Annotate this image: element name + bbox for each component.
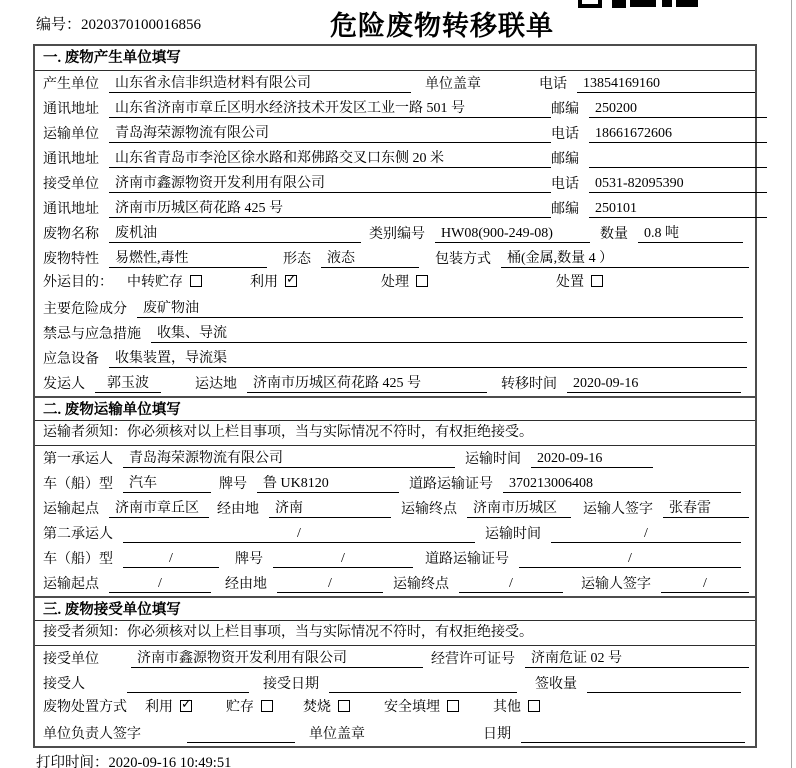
sender-label: 发运人 <box>43 377 85 392</box>
receive-address-value: 济南市历城区荷花路 425 号 <box>109 200 551 218</box>
transport-time-label: 运输时间 <box>485 527 541 542</box>
checkbox-icon[interactable] <box>338 700 350 712</box>
transfer-time-label: 转移时间 <box>501 377 557 392</box>
row-receive-unit <box>35 171 755 196</box>
transport-time-value: 2020-09-16 <box>531 450 653 468</box>
print-time <box>36 751 231 768</box>
route-via-label: 经由地 <box>225 577 267 592</box>
road-permit-value: / <box>519 550 741 568</box>
disposal-option-use <box>145 699 192 716</box>
row-taboo-measures <box>35 321 755 346</box>
row-responsible-sign <box>35 721 755 746</box>
route-start-value: / <box>109 575 211 593</box>
row-receiver-unit <box>35 646 755 671</box>
row-waste-property <box>35 246 755 271</box>
destination-label: 运达地 <box>195 377 237 392</box>
section1-header: 一. 废物产生单位填写 <box>35 46 755 71</box>
disposal-method-label: 废物处置方式 <box>43 699 127 715</box>
transfer-time-value: 2020-09-16 <box>567 375 741 393</box>
receiver-unit-value: 济南市鑫源物资开发利用有限公司 <box>131 650 423 668</box>
address-label: 通讯地址 <box>43 152 99 167</box>
row-vehicle2 <box>35 546 755 571</box>
checkbox-icon[interactable] <box>190 275 202 287</box>
row-route2 <box>35 571 755 596</box>
route-start-value: 济南市章丘区 <box>109 500 209 518</box>
page-edge-line <box>791 0 792 768</box>
transport-unit-value: 青岛海荣源物流有限公司 <box>109 125 551 143</box>
disposal-option-other <box>493 699 540 716</box>
address-label: 通讯地址 <box>43 102 99 117</box>
disposal-option-burn <box>303 699 350 716</box>
manifest-form-table <box>33 44 757 748</box>
zip-label: 邮编 <box>551 152 579 167</box>
unit-stamp-label: 单位盖章 <box>309 727 365 742</box>
unit-stamp-label: 单位盖章 <box>425 77 481 92</box>
route-end-label: 运输终点 <box>401 502 457 517</box>
waste-name-label: 废物名称 <box>43 227 99 242</box>
date-value <box>521 726 745 743</box>
produce-address-value: 山东省济南市章丘区明水经济技术开发区工业一路 501 号 <box>109 100 551 118</box>
hazard-component-value: 废矿物油 <box>137 300 743 318</box>
second-carrier-value: / <box>123 525 475 543</box>
plate-value: 鲁 UK8120 <box>257 475 399 493</box>
route-start-label: 运输起点 <box>43 577 99 592</box>
purpose-option-label: 利用 <box>250 274 278 290</box>
disposal-option-label: 贮存 <box>226 699 254 715</box>
purpose-option-label: 处理 <box>381 274 409 290</box>
quantity-value: 0.8 吨 <box>638 225 743 243</box>
zip-label: 邮编 <box>551 202 579 217</box>
produce-phone-value: 13854169160 <box>577 75 755 93</box>
vehicle-type-value: 汽车 <box>123 475 211 493</box>
row-waste-name <box>35 221 755 246</box>
category-code-value: HW08(900-249-08) <box>435 225 590 243</box>
first-carrier-label: 第一承运人 <box>43 452 113 467</box>
zip-label: 邮编 <box>551 102 579 117</box>
form-state-value: 液态 <box>321 250 419 268</box>
section2-notice: 运输者须知：你必须核对以上栏目事项，当与实际情况不符时，有权拒绝接受。 <box>35 421 755 446</box>
route-end-label: 运输终点 <box>393 577 449 592</box>
row-first-carrier <box>35 446 755 471</box>
document-header <box>0 0 796 44</box>
document-number-value: 2020370100016856 <box>81 17 202 33</box>
produce-unit-label: 产生单位 <box>43 77 99 92</box>
disposal-option-label: 其他 <box>493 699 521 715</box>
license-value: 济南危证 02 号 <box>525 650 749 668</box>
transport-time-value: / <box>551 525 741 543</box>
row-receive-address <box>35 196 755 221</box>
row-transport-address <box>35 146 755 171</box>
phone-label: 电话 <box>551 127 579 142</box>
received-amount-label: 签收量 <box>535 677 577 692</box>
road-permit-label: 道路运输证号 <box>425 552 509 567</box>
checkbox-icon[interactable] <box>285 275 297 287</box>
checkbox-icon[interactable] <box>261 700 273 712</box>
carrier-sign-label: 运输人签字 <box>581 577 651 592</box>
taboo-measures-label: 禁忌与应急措施 <box>43 327 141 342</box>
purpose-option-use <box>250 274 297 291</box>
route-via-value: 济南 <box>269 500 391 518</box>
form-state-label: 形态 <box>283 252 311 267</box>
row-vehicle1 <box>35 471 755 496</box>
receive-zip-value: 250101 <box>589 200 767 218</box>
checkbox-icon[interactable] <box>447 700 459 712</box>
first-carrier-value: 青岛海荣源物流有限公司 <box>123 450 455 468</box>
row-route1 <box>35 496 755 521</box>
section2-header: 二. 废物运输单位填写 <box>35 396 755 421</box>
emergency-equipment-value: 收集装置，导流渠 <box>109 350 747 368</box>
accept-date-value <box>329 676 517 693</box>
transport-phone-value: 18661672606 <box>589 125 767 143</box>
phone-label: 电话 <box>539 77 567 92</box>
checkbox-icon[interactable] <box>416 275 428 287</box>
row-second-carrier <box>35 521 755 546</box>
responsible-sign-value <box>187 726 295 743</box>
carrier-sign-value: / <box>661 575 749 593</box>
second-carrier-label: 第二承运人 <box>43 527 113 542</box>
row-produce-address <box>35 96 755 121</box>
transport-unit-label: 运输单位 <box>43 127 99 142</box>
vehicle-type-label: 车（船）型 <box>43 552 113 567</box>
packaging-label: 包装方式 <box>435 252 491 267</box>
category-code-label: 类别编号 <box>369 227 425 242</box>
purpose-option-storage <box>127 274 202 291</box>
transport-address-value: 山东省青岛市李沧区徐水路和郑佛路交叉口东侧 20 米 <box>109 150 551 168</box>
purpose-option-dispose <box>556 274 603 291</box>
print-time-label: 打印时间： <box>36 755 109 768</box>
vehicle-type-value: / <box>123 550 219 568</box>
plate-label: 牌号 <box>219 477 247 492</box>
receiver-unit-label: 接受单位 <box>43 652 99 667</box>
taboo-measures-value: 收集、导流 <box>151 325 747 343</box>
row-hazard-component <box>35 296 755 321</box>
quantity-label: 数量 <box>600 227 628 242</box>
row-emergency-equipment <box>35 346 755 371</box>
acceptor-label: 接受人 <box>43 677 85 692</box>
checkbox-icon[interactable] <box>591 275 603 287</box>
vehicle-type-label: 车（船）型 <box>43 477 113 492</box>
disposal-option-storage <box>226 699 273 716</box>
date-label: 日期 <box>483 727 511 742</box>
row-disposal-method <box>35 696 755 721</box>
transport-zip-value <box>589 151 767 168</box>
transport-time-label: 运输时间 <box>465 452 521 467</box>
section3-header: 三. 废物接受单位填写 <box>35 596 755 621</box>
phone-label: 电话 <box>551 177 579 192</box>
receive-phone-value: 0531-82095390 <box>589 175 767 193</box>
purpose-option-label: 处置 <box>556 274 584 290</box>
produce-unit-value: 山东省永信非织造材料有限公司 <box>109 75 411 93</box>
sender-value: 郭玉波 <box>95 375 161 393</box>
transfer-purpose-label: 外运目的： <box>43 274 113 290</box>
destination-value: 济南市历城区荷花路 425 号 <box>247 375 487 393</box>
responsible-sign-label: 单位负责人签字 <box>43 727 141 742</box>
route-via-value: / <box>277 575 383 593</box>
disposal-option-landfill <box>384 699 459 716</box>
checkbox-icon[interactable] <box>528 700 540 712</box>
plate-value: / <box>273 550 413 568</box>
produce-zip-value: 250200 <box>589 100 767 118</box>
emergency-equipment-label: 应急设备 <box>43 352 99 367</box>
carrier-sign-label: 运输人签字 <box>583 502 653 517</box>
document-number-label: 编号： <box>36 17 82 33</box>
route-end-value: / <box>459 575 563 593</box>
route-end-value: 济南市历城区 <box>467 500 571 518</box>
row-acceptor <box>35 671 755 696</box>
route-via-label: 经由地 <box>217 502 259 517</box>
purpose-option-treat <box>381 274 428 291</box>
accept-date-label: 接受日期 <box>263 677 319 692</box>
address-label: 通讯地址 <box>43 202 99 217</box>
purpose-option-label: 中转贮存 <box>127 274 183 290</box>
row-transport-unit <box>35 121 755 146</box>
receive-unit-value: 济南市鑫源物资开发利用有限公司 <box>109 175 551 193</box>
disposal-option-label: 焚烧 <box>303 699 331 715</box>
route-start-label: 运输起点 <box>43 502 99 517</box>
road-permit-label: 道路运输证号 <box>409 477 493 492</box>
plate-label: 牌号 <box>235 552 263 567</box>
road-permit-value: 370213006408 <box>503 475 741 493</box>
acceptor-value <box>127 676 249 693</box>
checkbox-icon[interactable] <box>180 700 192 712</box>
waste-property-value: 易燃性,毒性 <box>109 250 267 268</box>
disposal-option-label: 安全填埋 <box>384 699 440 715</box>
row-transfer-purpose <box>35 271 755 296</box>
waste-property-label: 废物特性 <box>43 252 99 267</box>
license-label: 经营许可证号 <box>431 652 515 667</box>
row-sender <box>35 371 755 396</box>
packaging-value: 桶(金属,数量 4 ） <box>501 250 749 268</box>
carrier-sign-value: 张春雷 <box>663 500 749 518</box>
hazard-component-label: 主要危险成分 <box>43 302 127 317</box>
page-title: 危险废物转移联单 <box>330 11 554 41</box>
receive-unit-label: 接受单位 <box>43 177 99 192</box>
received-amount-value <box>587 676 741 693</box>
disposal-option-label: 利用 <box>145 699 173 715</box>
section3-notice: 接受者须知：你必须核对以上栏目事项，当与实际情况不符时，有权拒绝接受。 <box>35 621 755 646</box>
waste-name-value: 废机油 <box>109 225 361 243</box>
print-time-value: 2020-09-16 10:49:51 <box>108 755 232 768</box>
document-number <box>36 13 201 34</box>
row-produce-unit <box>35 71 755 96</box>
